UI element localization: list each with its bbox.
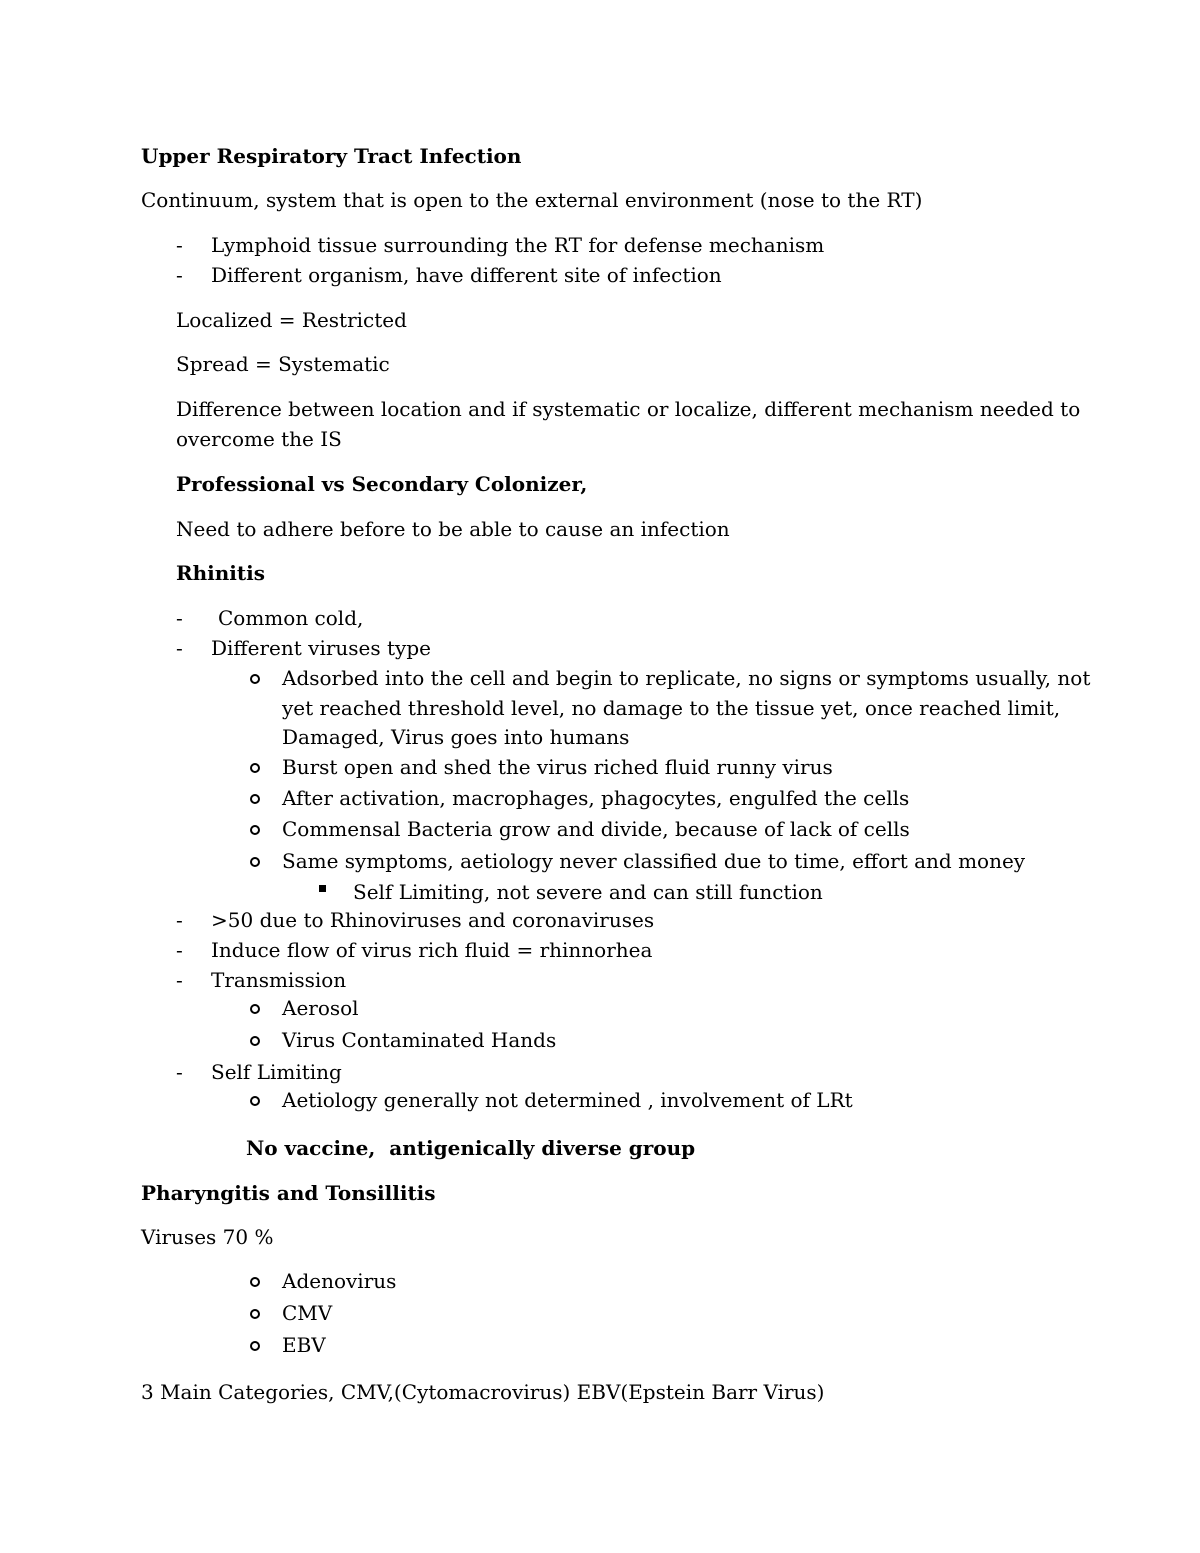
sub-list-item-cont: Damaged, Virus goes into humans — [282, 725, 630, 749]
circle-bullet-icon — [250, 857, 260, 867]
categories-text: 3 Main Categories, CMV,(Cytomacrovirus) EBV(Epstein Barr Virus) — [141, 1380, 825, 1404]
circle-bullet-icon — [250, 674, 260, 684]
list-item: >50 due to Rhinoviruses and coronaviruses — [211, 908, 655, 932]
circle-bullet-icon — [250, 1096, 260, 1106]
spread-text: Spread = Systematic — [176, 352, 390, 376]
circle-bullet-icon — [250, 825, 260, 835]
sub-list-item: Adsorbed into the cell and begin to replicate, no signs or symptoms usually, not — [282, 666, 1091, 690]
viruses-percent: Viruses 70 % — [141, 1225, 274, 1249]
sub-list-item: Adenovirus — [282, 1269, 397, 1293]
circle-bullet-icon — [250, 1004, 260, 1014]
pharyngitis-heading: Pharyngitis and Tonsillitis — [141, 1181, 436, 1205]
circle-bullet-icon — [250, 1341, 260, 1351]
intro-text: Continuum, system that is open to the external environment (nose to the RT) — [141, 188, 923, 212]
circle-bullet-icon — [250, 1277, 260, 1287]
sub-list-item-cont: yet reached threshold level, no damage to the tissue yet, once reached limit, — [282, 696, 1061, 720]
list-item: Different viruses type — [211, 636, 431, 660]
list-item: Common cold, — [218, 606, 364, 630]
dash-bullet: - — [176, 263, 183, 287]
sub-list-item: CMV — [282, 1301, 333, 1325]
difference-text: Difference between location and if systematic or localize, different mechanism needed to — [176, 397, 1081, 421]
dash-bullet: - — [176, 968, 183, 992]
sub-list-item: After activation, macrophages, phagocytes, engulfed the cells — [282, 786, 910, 810]
list-item: Different organism, have different site of infection — [211, 263, 722, 287]
document-title: Upper Respiratory Tract Infection — [141, 144, 522, 168]
dash-bullet: - — [176, 938, 183, 962]
list-item: Lymphoid tissue surrounding the RT for defense mechanism — [211, 233, 825, 257]
adhere-text: Need to adhere before to be able to cause an infection — [176, 517, 730, 541]
list-item: Self Limiting — [211, 1060, 342, 1084]
rhinitis-heading: Rhinitis — [176, 561, 265, 585]
dash-bullet: - — [176, 606, 183, 630]
sub-list-item: Aerosol — [282, 996, 359, 1020]
colonizer-heading: Professional vs Secondary Colonizer, — [176, 472, 588, 496]
localized-text: Localized = Restricted — [176, 308, 407, 332]
no-vaccine-note: No vaccine, antigenically diverse group — [246, 1136, 696, 1160]
sub-list-item: Same symptoms, aetiology never classified due to time, effort and money — [282, 849, 1026, 873]
sub-list-item: Aetiology generally not determined , involvement of LRt — [282, 1088, 853, 1112]
dash-bullet: - — [176, 636, 183, 660]
circle-bullet-icon — [250, 763, 260, 773]
circle-bullet-icon — [250, 794, 260, 804]
dash-bullet: - — [176, 1060, 183, 1084]
dash-bullet: - — [176, 908, 183, 932]
sub-list-item: Commensal Bacteria grow and divide, because of lack of cells — [282, 817, 910, 841]
square-bullet-icon — [319, 885, 326, 892]
circle-bullet-icon — [250, 1036, 260, 1046]
sub-list-item: Burst open and shed the virus riched fluid runny virus — [282, 755, 833, 779]
circle-bullet-icon — [250, 1309, 260, 1319]
sub-list-item: Virus Contaminated Hands — [282, 1028, 557, 1052]
difference-text-cont: overcome the IS — [176, 427, 342, 451]
dash-bullet: - — [176, 233, 183, 257]
list-item: Transmission — [211, 968, 347, 992]
list-item: Induce flow of virus rich fluid = rhinnorhea — [211, 938, 653, 962]
sub-sub-list-item: Self Limiting, not severe and can still function — [353, 880, 823, 904]
sub-list-item: EBV — [282, 1333, 326, 1357]
